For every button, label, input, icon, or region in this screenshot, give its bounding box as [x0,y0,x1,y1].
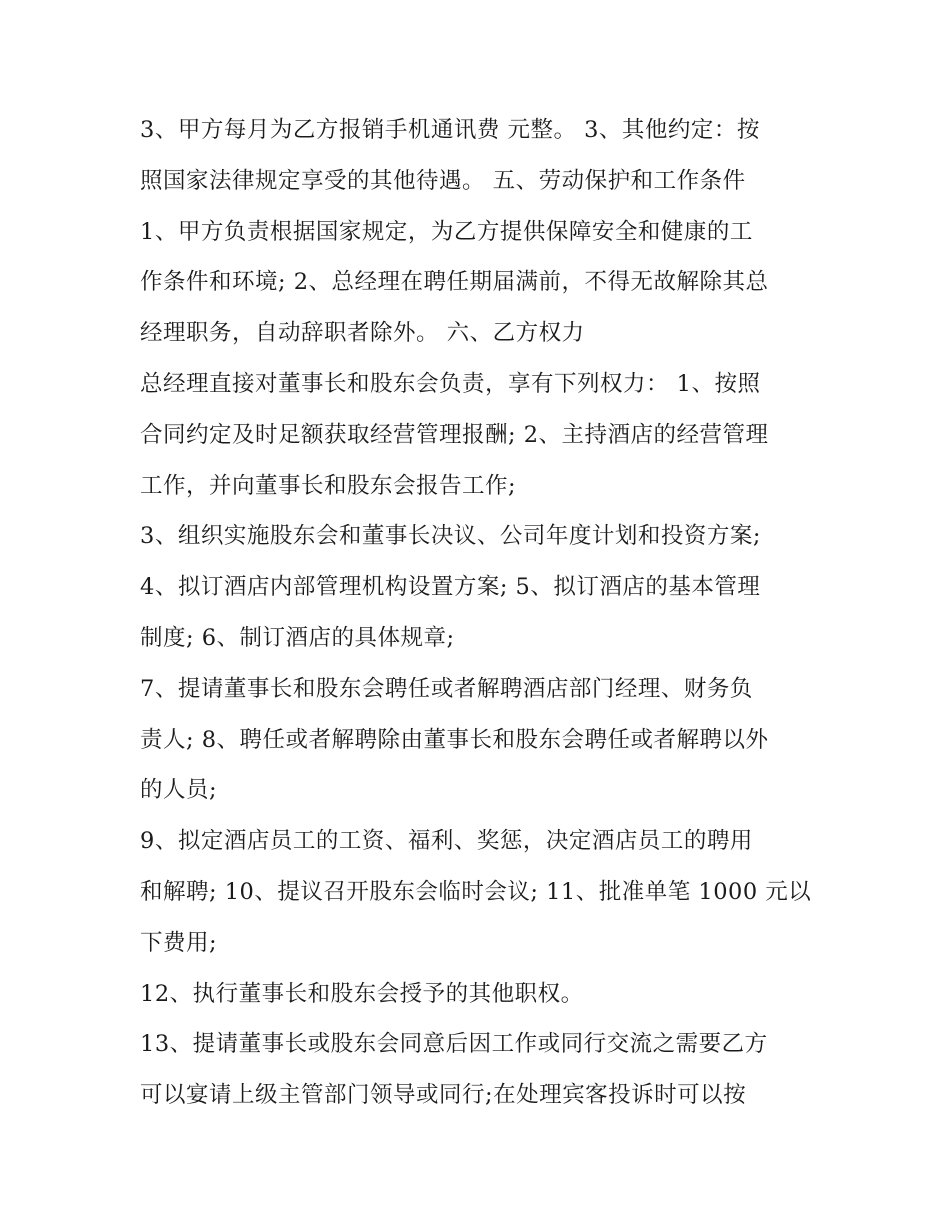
text-line: 和解聘; 10、提议召开股东会临时会议; 11、批准单笔 1000 元以 [140,878,812,905]
text-line: 12、执行董事长和股东会授予的其他职权。 [140,980,584,1007]
text-line: 可以宴请上级主管部门领导或同行;在处理宾客投诉时可以按 [140,1082,747,1109]
text-line: 13、提请董事长或股东会同意后因工作或同行交流之需要乙方 [140,1031,768,1058]
text-line: 7、提请董事长和股东会聘任或者解聘酒店部门经理、财务负 [140,675,753,702]
text-line: 的人员; [140,777,218,804]
text-line: 制度; 6、制订酒店的具体规章; [140,624,455,651]
document-body [140,105,820,1121]
text-line: 1、甲方负责根据国家规定，为乙方提供保障安全和健康的工 [140,218,753,245]
text-line: 作条件和环境; 2、总经理在聘任期届满前，不得无故解除其总 [140,269,769,296]
text-line: 总经理直接对董事长和股东会负责，享有下列权力： 1、按照 [140,370,761,397]
text-line: 照国家法律规定享受的其他待遇。 五、劳动保护和工作条件 [140,167,746,194]
text-line: 合同约定及时足额获取经营管理报酬; 2、主持酒店的经营管理 [140,421,769,448]
text-line: 3、甲方每月为乙方报销手机通讯费 元整。 3、其他约定：按 [140,117,760,143]
text-line: 工作，并向董事长和股东会报告工作; [140,472,517,499]
text-line: 责人; 8、聘任或者解聘除由董事长和股东会聘任或者解聘以外 [140,726,769,753]
text-line: 9、拟定酒店员工的工资、福利、奖惩，决定酒店员工的聘用 [140,828,753,855]
text-line: 经理职务，自动辞职者除外。 六、乙方权力 [140,320,585,347]
text-line: 3、组织实施股东会和董事长决议、公司年度计划和投资方案; [140,523,761,550]
text-line: 4、拟订酒店内部管理机构设置方案; 5、拟订酒店的基本管理 [140,574,761,601]
text-line: 下费用; [140,929,218,956]
